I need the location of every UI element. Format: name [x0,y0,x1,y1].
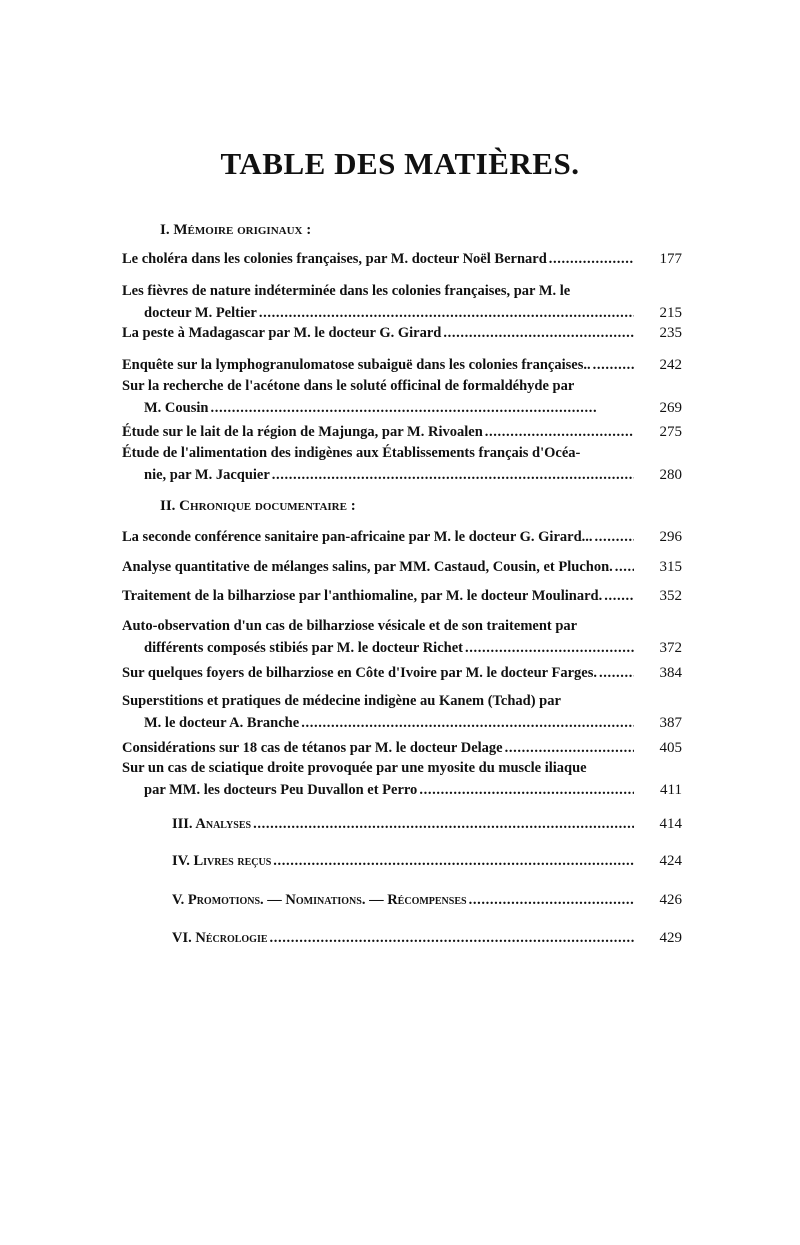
major-label: III. Analyses [172,816,252,832]
dot-leader [301,712,634,734]
dot-leader [259,302,634,324]
entry-page: 269 [659,400,682,416]
entry-title-cont: différents composés stibiés par M. le docteur Richet [144,640,463,656]
dot-leader [615,556,634,578]
toc-entry [122,757,682,801]
entry-title: Considérations sur 18 cas de tétanos par M. le docteur Delage [122,740,503,756]
toc-major-entry [172,853,682,870]
entry-title: Les fièvres de nature indéterminée dans les colonies françaises, par M. le [122,283,571,299]
dot-leader [270,930,634,947]
toc-entry [122,690,682,734]
dot-leader [469,892,634,909]
toc-entry [122,662,682,684]
section-heading-text: I. Mémoire originaux : [160,222,312,238]
major-label: VI. Nécrologie [172,930,268,946]
dot-leader [593,354,634,376]
toc-entry [122,585,682,607]
major-label: IV. Livres reçus [172,853,272,869]
entry-page: 352 [659,588,682,604]
toc-major-entry [172,892,682,909]
toc-entry [122,354,682,376]
entry-page: 405 [659,740,682,756]
toc-entry [122,375,682,419]
entry-title: Analyse quantitative de mélanges salins, par MM. Castaud, Cousin, et Pluchon. [122,559,613,575]
dot-leader [443,322,634,344]
major-label: V. Promotions. — Nominations. — Récompenses [172,892,467,908]
entry-title: Traitement de la bilharziose par l'anthiomaline, par M. le docteur Moulinard. [122,588,603,604]
toc-entry [122,615,682,659]
major-page: 424 [659,853,682,869]
entry-page: 372 [659,640,682,656]
entry-title: Étude sur le lait de la région de Majunga, par M. Rivoalen [122,424,483,440]
entry-page: 384 [659,665,682,681]
toc-major-entry [172,816,682,833]
entry-title: Auto-observation d'un cas de bilharziose vésicale et de son traitement par [122,618,578,634]
toc-entry [122,556,682,578]
entry-title-cont: nie, par M. Jacquier [144,467,270,483]
major-page: 414 [659,816,682,832]
entry-page: 411 [660,782,682,798]
dot-leader [273,853,634,870]
entry-title: Sur un cas de sciatique droite provoquée par une myosite du muscle iliaque [122,760,587,776]
entry-page: 280 [659,467,682,483]
toc-entry [122,248,682,270]
toc-entry [122,280,682,324]
entry-page: 315 [659,559,682,575]
entry-title: Étude de l'alimentation des indigènes aux Établissements français d'Océa- [122,445,581,461]
dot-leader [210,397,634,419]
dot-leader [253,816,634,833]
section-heading-memoires [160,222,311,239]
toc-entry [122,442,682,486]
dot-leader [485,421,634,443]
entry-title-cont: M. Cousin [144,400,209,416]
entry-title: La seconde conférence sanitaire pan-africaine par M. le docteur G. Girard... [122,529,593,545]
major-page: 426 [659,892,682,908]
entry-page: 242 [659,357,682,373]
toc-entry [122,737,682,759]
dot-leader [604,585,634,607]
dot-leader [599,662,634,684]
entry-title: Superstitions et pratiques de médecine indigène au Kanem (Tchad) par [122,693,561,709]
toc-major-entry [172,930,682,947]
entry-title-cont: docteur M. Peltier [144,305,257,321]
toc-entry [122,322,682,344]
entry-title-cont: par MM. les docteurs Peu Duvallon et Perro [144,782,418,798]
section-heading-chronique [160,498,356,515]
major-page: 429 [659,930,682,946]
dot-leader [465,637,634,659]
entry-title: Le choléra dans les colonies françaises, par M. docteur Noël Bernard [122,251,547,267]
dot-leader [595,526,634,548]
entry-title: La peste à Madagascar par M. le docteur G. Girard [122,325,442,341]
dot-leader [272,464,634,486]
entry-page: 387 [659,715,682,731]
dot-leader [419,779,634,801]
toc-entry [122,526,682,548]
toc-entry [122,421,682,443]
section-heading-text: II. Chronique documentaire : [160,498,356,514]
entry-title: Enquête sur la lymphogranulomatose subaiguë dans les colonies françaises.. [122,357,591,373]
dot-leader [549,248,634,270]
entry-page: 275 [659,424,682,440]
entry-title: Sur la recherche de l'acétone dans le soluté officinal de formaldéhyde par [122,378,575,394]
entry-page: 235 [659,325,682,341]
entry-page: 177 [659,251,682,267]
page-title: TABLE DES MATIÈRES. [220,146,580,181]
dot-leader [505,737,634,759]
entry-page: 215 [659,305,682,321]
entry-title-cont: M. le docteur A. Branche [144,715,300,731]
entry-page: 296 [659,529,682,545]
entry-title: Sur quelques foyers de bilharziose en Côte d'Ivoire par M. le docteur Farges. [122,665,597,681]
